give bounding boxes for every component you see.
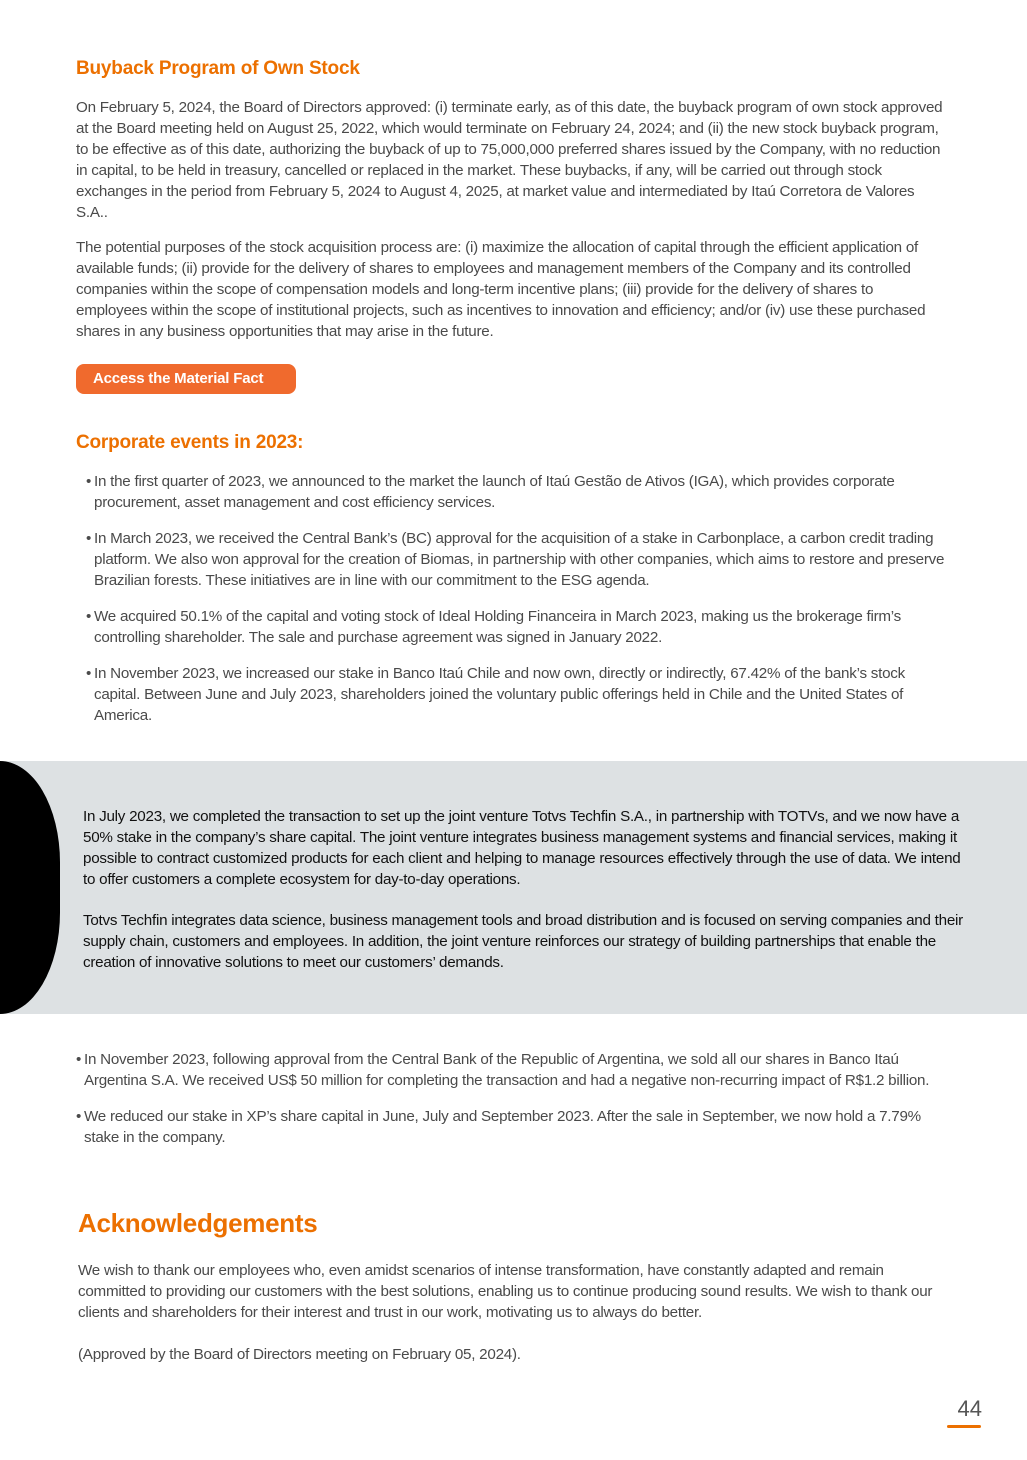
bullet: • bbox=[76, 1051, 82, 1068]
more-events-list bbox=[76, 1049, 956, 1163]
highlight-paragraph-2: Totvs Techfin integrates data science, business management tools and broad distribution and is focused on serving companies and their supply chain, customers and employees. In addition, the joint venture reinforces our strategy of building partnerships that enable the creation of innovative solutions to meet our customers’ demands. bbox=[83, 912, 963, 971]
list-item: • In the first quarter of 2023, we announced to the market the launch of Itaú Gestão de Ativos (IGA), which provides corporate procurement, asset management and cost efficiency services. bbox=[86, 473, 895, 511]
approval-note: (Approved by the Board of Directors meeting on February 05, 2024). bbox=[78, 1346, 521, 1363]
bullet: • bbox=[76, 1108, 82, 1125]
list-item: • We acquired 50.1% of the capital and voting stock of Ideal Holding Financeira in March 2023, making us the brokerage firm’s controlling shareholder. The sale and purchase agreement was signed in January 2022. bbox=[86, 608, 901, 646]
bullet: • bbox=[86, 665, 92, 682]
bullet: • bbox=[86, 530, 92, 547]
highlight-paragraph-1: In July 2023, we completed the transaction to set up the joint venture Totvs Techfin S.A., in partnership with TOTVs, and we now have a 50% stake in the company’s share capital. The joint venture integrates business management systems and financial services, making it possible to contract customized products for each client and helping to manage resources effectively through the use of data. We intend to offer customers a complete ecosystem for day-to-day operations. bbox=[83, 808, 961, 888]
buyback-paragraph-2: The potential purposes of the stock acquisition process are: (i) maximize the allocation of capital through the efficient application of available funds; (ii) provide for the delivery of shares to employees and management members of the Company and its controlled companies within the scope of compensation models and long-term incentive plans; (iii) provide for the delivery of shares to employees within the scope of institutional projects, such as incentives to innovation and efficiency; and/or (iv) use these purchased shares in any business opportunities that may arise in the future. bbox=[76, 239, 926, 340]
page-number: 44 bbox=[957, 1396, 982, 1421]
list-item: • In March 2023, we received the Central Bank’s (BC) approval for the acquisition of a stake in Carbonplace, a carbon credit trading platform. We also won approval for the creation of Biomas, in partnership with other companies, which aims to restore and preserve Brazilian forests. These initiatives are in line with our commitment to the ESG agenda. bbox=[86, 530, 945, 589]
page-number-underline bbox=[947, 1425, 981, 1428]
list-item: • In November 2023, we increased our stake in Banco Itaú Chile and now own, directly or indirectly, 67.42% of the bank’s stock capital. Between June and July 2023, shareholders joined the voluntary public offerings held in Chile and the United States of America. bbox=[86, 665, 905, 724]
bullet: • bbox=[86, 608, 92, 625]
buyback-title: Buyback Program of Own Stock bbox=[76, 58, 360, 79]
acknowledgements-title: Acknowledgements bbox=[78, 1208, 318, 1238]
corporate-events-title: Corporate events in 2023: bbox=[76, 432, 304, 453]
acknowledgements-paragraph: We wish to thank our employees who, even amidst scenarios of intense transformation, have constantly adapted and remain committed to providing our customers with the best solutions, enabling us to continue producing sound results. We wish to thank our clients and shareholders for their interest and trust in our work, motivating us to always do better. bbox=[78, 1262, 933, 1321]
bullet: • bbox=[86, 473, 92, 490]
corporate-events-list bbox=[86, 471, 946, 741]
list-item: • In November 2023, following approval from the Central Bank of the Republic of Argentina, we sold all our shares in Banco Itaú Argentina S.A. We received US$ 50 million for completing the transaction and had a negative non-recurring impact of R$1.2 billion. bbox=[76, 1051, 930, 1089]
buyback-paragraph-1: On February 5, 2024, the Board of Directors approved: (i) terminate early, as of this date, the buyback program of own stock approved at the Board meeting held on August 25, 2022, which would terminate on February 24, 2024; and (ii) the new stock buyback program, to be effective as of this date, authorizing the buyback of up to 75,000,000 preferred shares issued by the Company, with no reduction in capital, to be held in treasury, cancelled or replaced in the market. These buybacks, if any, will be carried out through stock exchanges in the period from February 5, 2024 to August 4, 2025, at market value and intermediated by Itaú Corretora de Valores S.A.. bbox=[76, 99, 943, 221]
list-item: • We reduced our stake in XP’s share capital in June, July and September 2023. After the sale in September, we now hold a 7.79% stake in the company. bbox=[76, 1108, 921, 1146]
access-material-fact-button[interactable]: Access the Material Fact bbox=[76, 364, 296, 394]
